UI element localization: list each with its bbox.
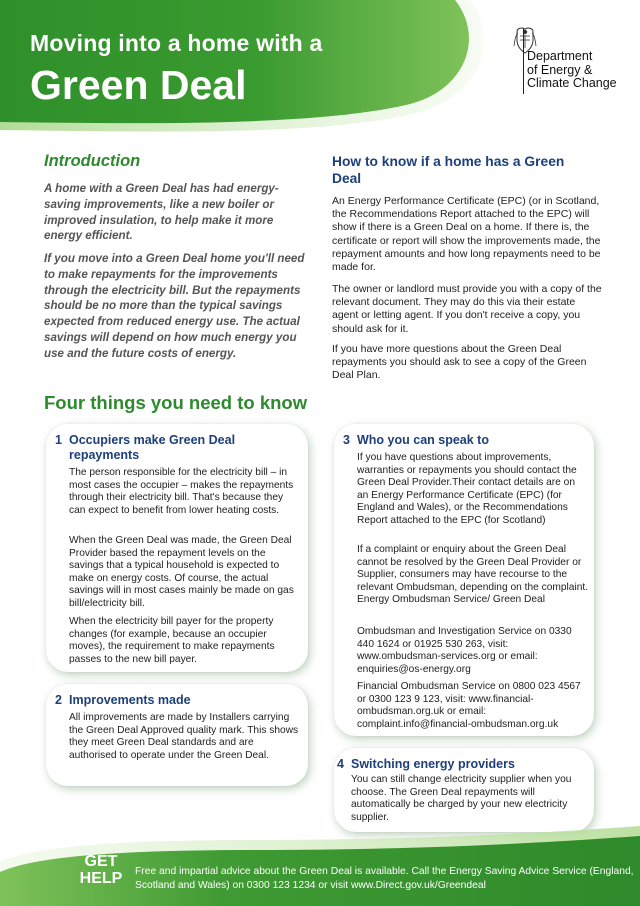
card-3-title: Who you can speak to (357, 433, 489, 447)
footer-advice-text: Free and impartial advice about the Green Deal is available. Call the Energy Saving Advice Service (England, Scotland and Wales) on 0300 123 1234 or visit www.Direct.gov.uk/Greendeal (135, 866, 634, 891)
card-1-title: Occupiers make Green Deal repayments (69, 433, 236, 462)
introduction-paragraph-1: A home with a Green Deal has had energy-saving improvements, like a new boiler or improved insulation, to help make it more energy efficient. (44, 182, 279, 243)
card-4-title: Switching energy providers (351, 757, 515, 771)
card-1-number: 1 (55, 433, 62, 447)
card-1-paragraph-1: The person responsible for the electricity bill – in most cases the occupier – makes the repayments through their electricity bill. That's because they can expect to benefit from lower heating costs. (69, 467, 294, 516)
title-line-2: Green Deal (30, 62, 247, 108)
card-2-title: Improvements made (69, 693, 191, 707)
department-line-2: of Energy & (527, 62, 593, 77)
introduction-heading: Introduction (44, 152, 141, 170)
department-logo (513, 26, 623, 96)
card-1-paragraph-3: When the electricity bill payer for the property changes (for example, because an occupier moves), the requirement to make repayments passes to the new bill payer. (69, 616, 275, 665)
title-line-1: Moving into a home with a (30, 30, 323, 56)
how-to-know-paragraph-2: The owner or landlord must provide you with a copy of the relevant document. They may do this via their estate agent or letting agent. If you don't receive a copy, you should ask for it. (332, 283, 602, 335)
four-things-heading: Four things you need to know (44, 392, 308, 413)
card-3-paragraph-2: If a complaint or enquiry about the Green Deal cannot be resolved by the Green Deal Provider or Supplier, consumers may have recourse to the relevant Ombudsman, depending on the complaint. Energy Ombudsman Service/ Green Deal (357, 544, 589, 606)
card-3-paragraph-4: Financial Ombudsman Service on 0800 023 4567 or 0300 123 9 123, visit: www.financial-ombudsman.org.uk or email: complaint.info@financial-ombudsman.org.uk (357, 681, 581, 730)
help-label: HELP (79, 870, 123, 887)
card-3-number: 3 (343, 433, 350, 447)
get-help-label (72, 853, 130, 887)
department-name (527, 50, 617, 91)
card-3-paragraph-1: If you have questions about improvements, warranties or repayments you should contact the Green Deal Provider.Their contact details are on an Energy Performance Certificate (EPC) (for England and Wales), or the Recommendations Report attached to the EPC (for Scotland) (357, 452, 577, 526)
card-2-number: 2 (55, 693, 62, 707)
card-4-number: 4 (337, 757, 344, 771)
card-2-paragraph-1: All improvements are made by Installers carrying the Green Deal Approved quality mark. This shows they meet Green Deal standards and are authorised to operate under the Green Deal. (69, 712, 299, 761)
introduction-paragraph-2: If you move into a Green Deal home you'll need to make repayments for the improvements through the electricity bill. But the repayments should be no more than the typical savings expected from reduced energy use. The actual savings will depend on how much energy you use and the future costs of energy. (44, 252, 305, 360)
get-label: GET (84, 853, 118, 870)
how-to-know-paragraph-1: An Energy Performance Certificate (EPC) (or in Scotland, the Recommendations Report attached to the EPC) will show if there is a Green Deal on a home. If there is, the certificate or report will show the improvements made, the repayment amounts and how long repayments need to be made for. (332, 195, 601, 274)
department-line-3: Climate Change (527, 76, 617, 90)
card-4-paragraph-1: You can still change electricity supplier when you choose. The Green Deal repayments will automatically be charged by your new electricity supplier. (351, 774, 572, 823)
card-3-paragraph-3: Ombudsman and Investigation Service on 0330 440 1624 or 01925 530 263, visit: www.ombudsman-services.org or email: enquiries@os-energy.org (357, 626, 572, 675)
how-to-know-heading: How to know if a home has a Green Deal (332, 154, 565, 186)
card-1-paragraph-2: When the Green Deal was made, the Green Deal Provider based the repayment levels on the savings that a typical household is expected to make on energy costs. Of course, the actual savings will in most cases mainly be made on gas bill/electricity bill. (69, 535, 294, 609)
how-to-know-paragraph-3: If you have more questions about the Green Deal repayments you should ask to see a copy of the Green Deal Plan. (332, 343, 587, 382)
department-line-1: Department (527, 49, 593, 63)
logo-divider (523, 28, 524, 94)
